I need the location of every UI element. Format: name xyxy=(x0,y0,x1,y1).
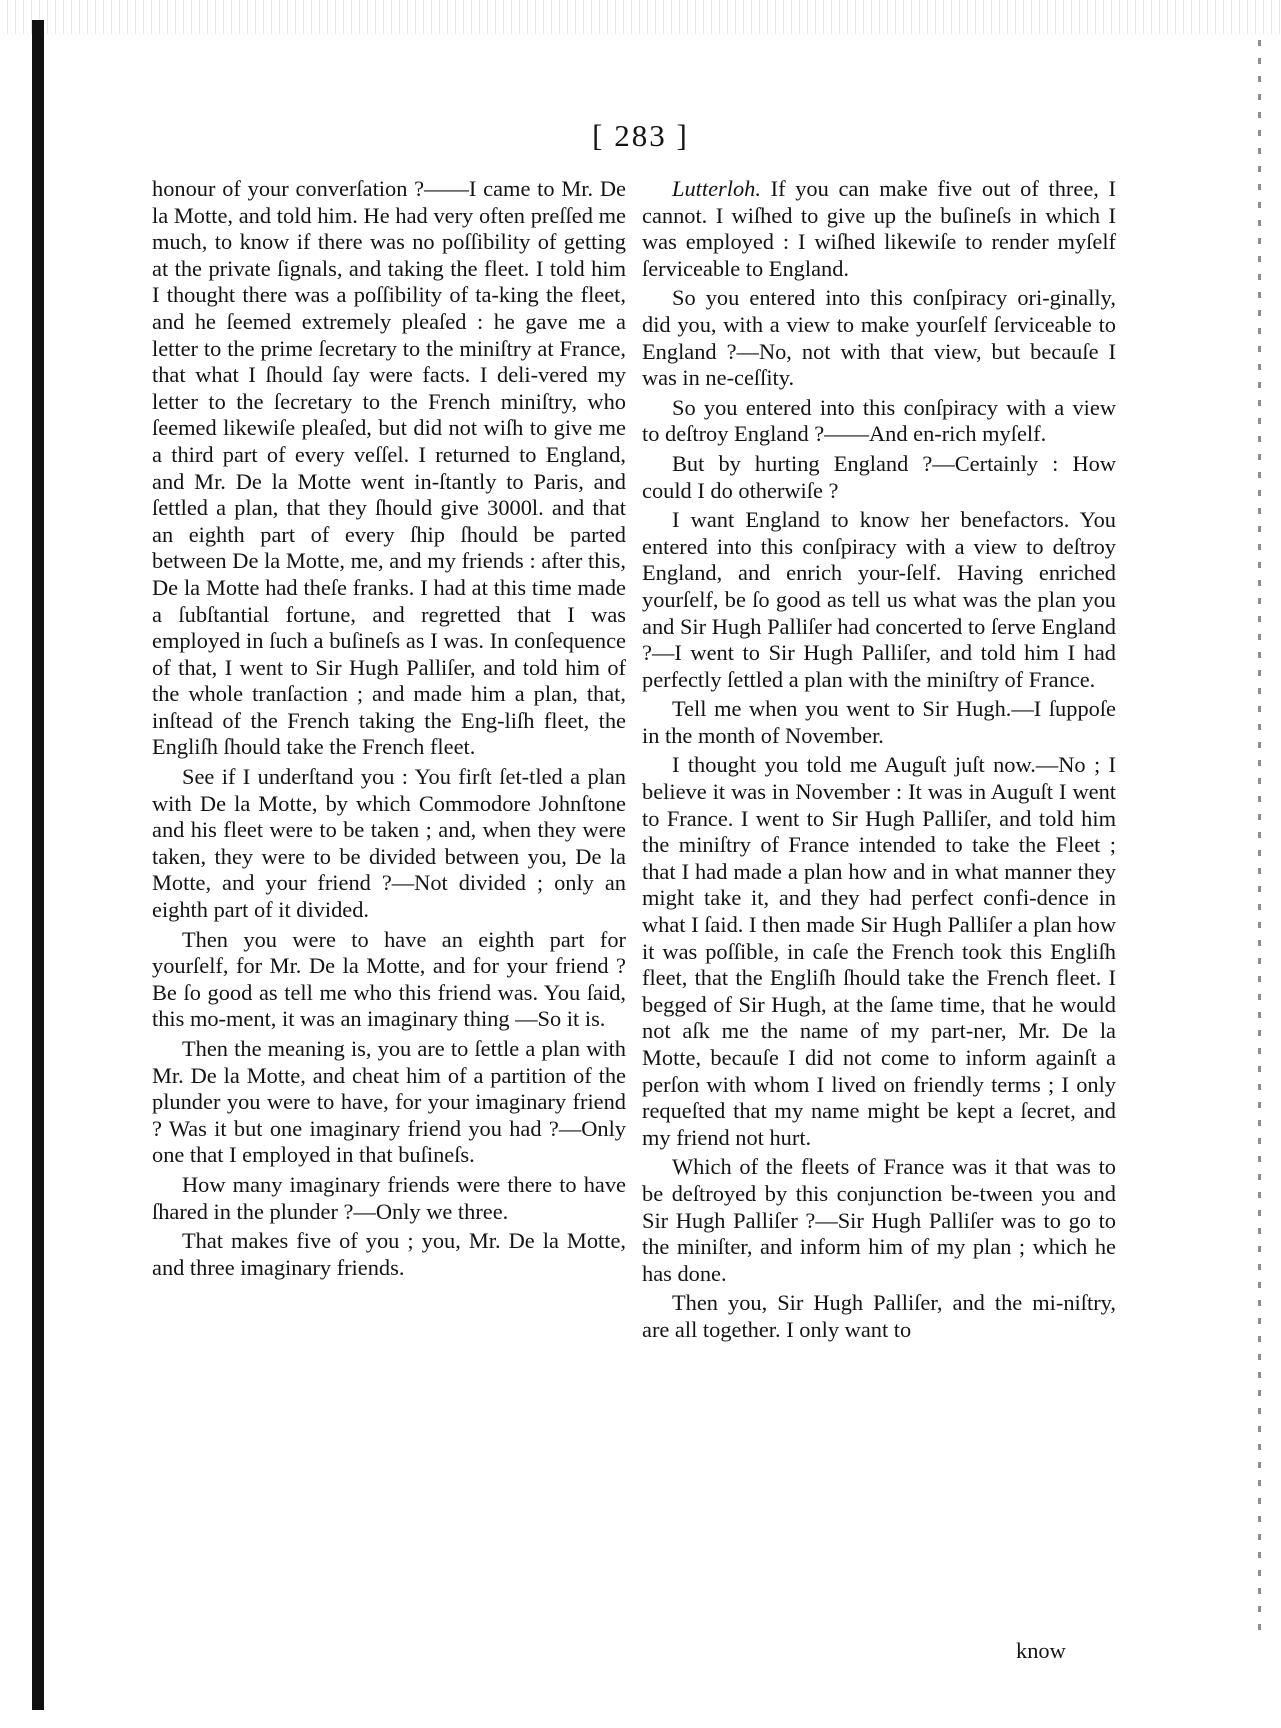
paragraph: I thought you told me Auguſt juſt now.—No ; I believe it was in November : It was in Auguſt I went to France. I went to Sir Hugh Palliſer, and told him the miniſtry of France intended to take the Fleet ; that I had made a plan how and in what manner they might take it, and they had perfect confi-dence in what I ſaid. I then made Sir Hugh Palliſer a plan how it was poſſible, in caſe the French took this Engliſh fleet, that the Engliſh ſhould take the French fleet. I begged of Sir Hugh, at the ſame time, that he would not aſk me the name of my part-ner, Mr. De la Motte, becauſe I did not come to inform againſt a perſon with whom I lived on friendly terms ; I only requeſted that my name might be kept a ſecret, and my friend not hurt. xyxy=(642,752,1116,1150)
paragraph: But by hurting England ?—Certainly : How could I do otherwiſe ? xyxy=(642,450,1116,503)
right-column xyxy=(642,176,1116,1347)
page-number: [ 283 ] xyxy=(592,118,689,153)
paragraph-text: If you can make five out of three, I cannot. I wiſhed to give up the buſineſs in which I was employed : I wiſhed likewiſe to render myſelf ſerviceable to England. xyxy=(642,176,1116,281)
catchword: know xyxy=(1016,1638,1066,1663)
paragraph: So you entered into this conſpiracy with a view to deſtroy England ?——And en-rich myſelf. xyxy=(642,394,1116,447)
paragraph: honour of your converſation ?——I came to Mr. De la Motte, and told him. He had very often preſſed me much, to know if there was no poſſibility of getting at the private ſignals, and taking the fleet. I told him I thought there was a poſſibility of ta-king the fleet, and he ſeemed extremely pleaſed : he gave me a letter to the prime ſecretary to the miniſtry at France, that what I ſhould ſay were facts. I deli-vered my letter to the ſecretary to the French miniſtry, who ſeemed likewiſe pleaſed, but did not wiſh to give me a third part of every veſſel. I returned to England, and Mr. De la Motte went in-ſtantly to Paris, and ſettled a plan, that they ſhould give 3000l. and that an eighth part of every ſhip ſhould be parted between De la Motte, me, and my friends : after this, De la Motte had theſe franks. I had at this time made a ſubſtantial fortune, and regretted that I was employed in ſuch a buſineſs as I was. In conſequence of that, I went to Sir Hugh Palliſer, and told him of the whole tranſaction ; and made him a plan, that, inſtead of the French taking the Eng-liſh fleet, the Engliſh ſhould take the French fleet. xyxy=(152,176,626,760)
paragraph: So you entered into this conſpiracy ori-ginally, did you, with a view to make yourſelf ſerviceable to England ?—No, not with that view, but becauſe I was in ne-ceſſity. xyxy=(642,285,1116,391)
paragraph: Then you were to have an eighth part for yourſelf, for Mr. De la Motte, and for your friend ? Be ſo good as tell me who this friend was. You ſaid, this mo-ment, it was an imaginary thing —So it is. xyxy=(152,926,626,1032)
paragraph: Which of the fleets of France was it that was to be deſtroyed by this conjunction be-tween you and Sir Hugh Palliſer ?—Sir Hugh Palliſer was to go to the miniſter, and inform him of my plan ; which he has done. xyxy=(642,1154,1116,1286)
paragraph: I want England to know her benefactors. You entered into this conſpiracy with a view to deſtroy England, and enrich your-ſelf. Having enriched yourſelf, be ſo good as tell us what was the plan you and Sir Hugh Palliſer had concerted to ſerve England ?—I went to Sir Hugh Palliſer, and told him I had perfectly ſettled a plan with the miniſtry of France. xyxy=(642,507,1116,692)
binding-shadow-left xyxy=(32,20,44,1710)
paragraph: Then you, Sir Hugh Palliſer, and the mi-niſtry, are all together. I only want to xyxy=(642,1290,1116,1342)
paragraph: That makes five of you ; you, Mr. De la Motte, and three imaginary friends. xyxy=(152,1228,626,1280)
paragraph: Then the meaning is, you are to ſettle a plan with Mr. De la Motte, and cheat him of a partition of the plunder you were to have, for your imaginary friend ? Was it but one imaginary friend you had ?—Only one that I employed in that buſineſs. xyxy=(152,1036,626,1168)
binding-shadow-right xyxy=(1258,40,1261,1640)
paragraph xyxy=(642,176,1116,282)
paragraph: See if I underſtand you : You firſt ſet-tled a plan with De la Motte, by which Commodore Johnſtone and his fleet were to be taken ; and, when they were taken, they were to be divided between you, De la Motte, and your friend ?—Not divided ; only an eighth part of it divided. xyxy=(152,764,626,923)
paragraph: How many imaginary friends were there to have ſhared in the plunder ?—Only we three. xyxy=(152,1171,626,1224)
speaker-name: Lutterloh. xyxy=(672,176,761,201)
left-column xyxy=(152,176,626,1284)
scan-edge-noise xyxy=(0,0,1281,34)
paragraph: Tell me when you went to Sir Hugh.—I ſuppoſe in the month of November. xyxy=(642,696,1116,748)
